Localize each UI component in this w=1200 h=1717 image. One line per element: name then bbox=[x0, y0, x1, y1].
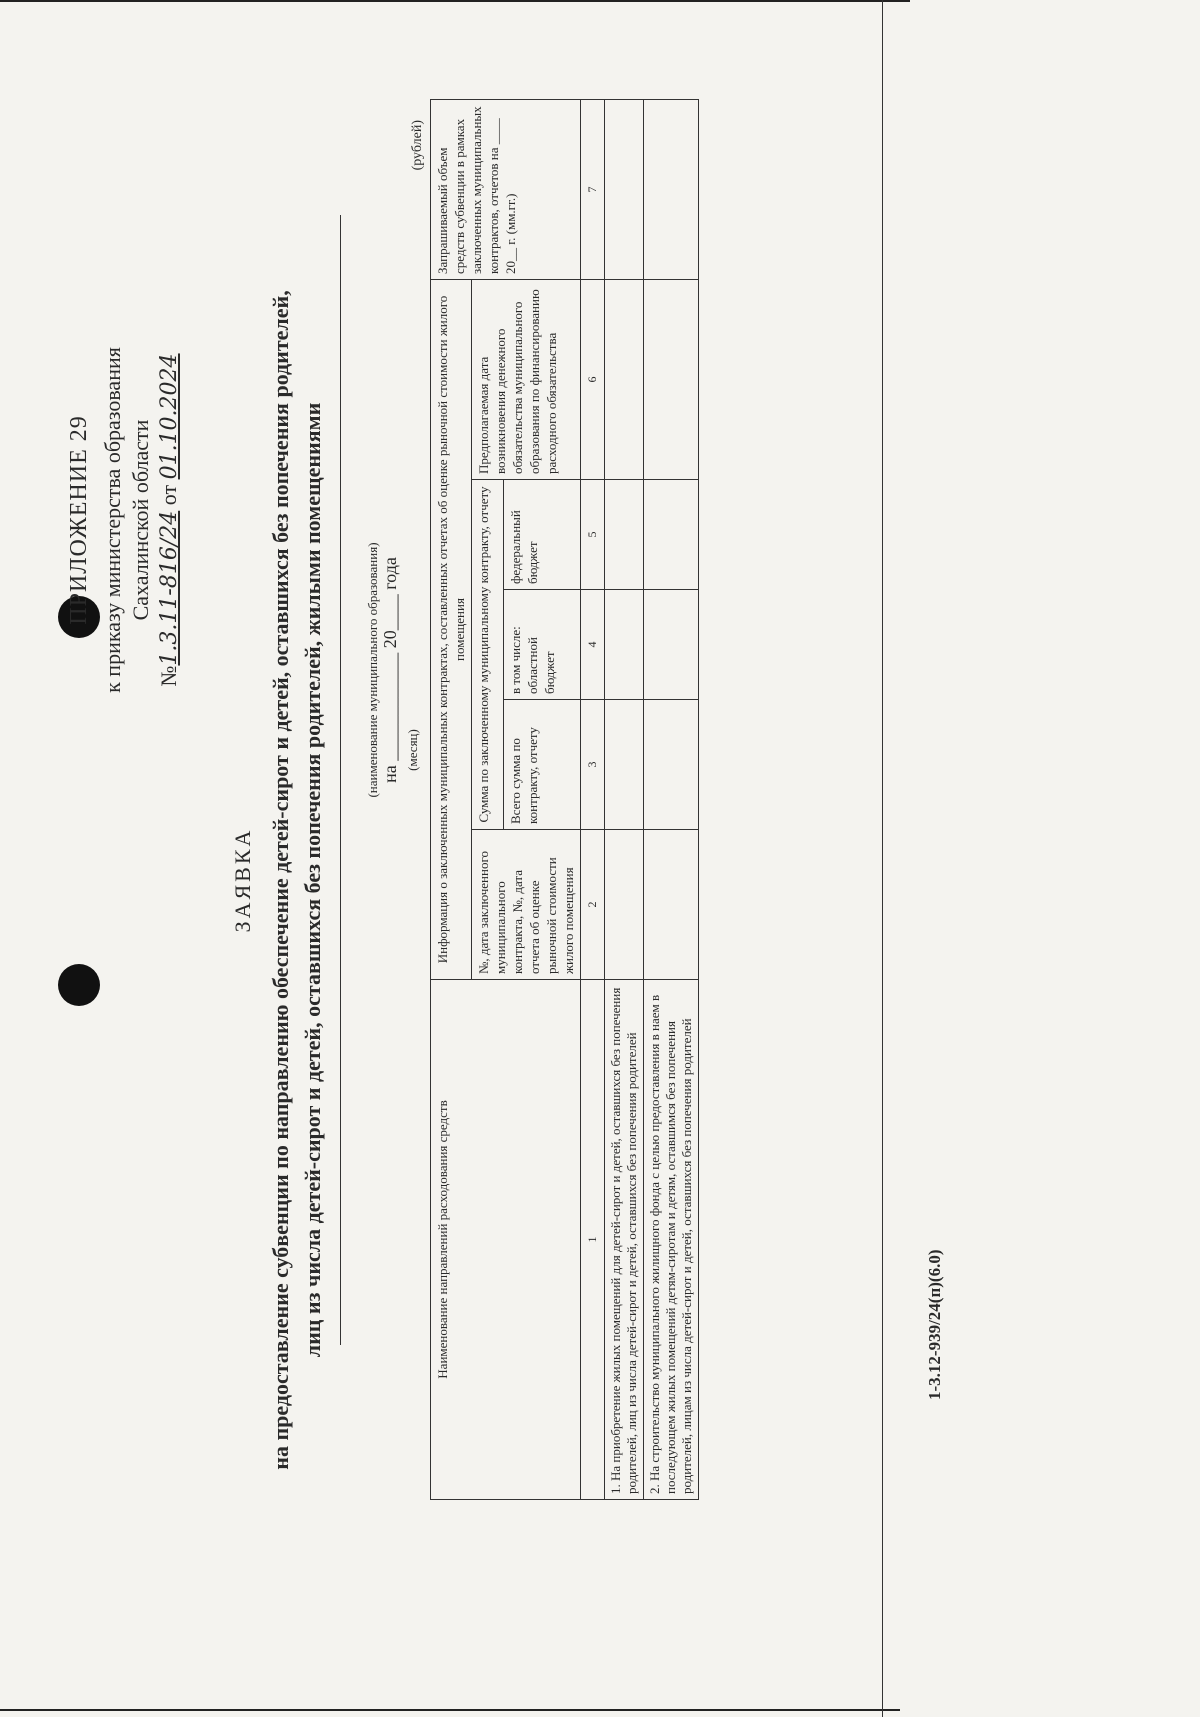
col-volume-header: Запрашиваемый объем средств субвенции в рамках заключенных муниципальных контрактов, отчетов на ____ 20__ г. (мм.гг.) bbox=[431, 99, 581, 279]
col-date-header: Предполагаемая дата возникновения денежного обязательства муниципального образования по финансированию расходного обязательства bbox=[472, 279, 581, 479]
appendix-line2: Сахалинской области bbox=[128, 419, 153, 621]
empty-cell bbox=[605, 99, 644, 279]
column-number: 4 bbox=[581, 590, 605, 700]
title-underline bbox=[340, 215, 341, 1345]
empty-cell bbox=[644, 700, 699, 830]
empty-cell bbox=[644, 590, 699, 700]
empty-cell bbox=[605, 830, 644, 980]
document-code: 1-3.12-939/24(п)(6.0) bbox=[925, 1249, 944, 1400]
empty-cell bbox=[605, 590, 644, 700]
appendix-block bbox=[65, 240, 184, 800]
empty-cell bbox=[644, 480, 699, 590]
empty-cell bbox=[605, 279, 644, 479]
col-contract-header: №, дата заключенного муниципального контракта, №, дата отчета об оценке рыночной стоимости жилого помещения bbox=[472, 830, 581, 980]
page-bottom-edge bbox=[0, 1709, 900, 1711]
period-line: на ____________ 20____ года bbox=[380, 557, 400, 783]
row-label: 1. На приобретение жилых помещений для детей-сирот и детей, оставшихся без попечения родителей, лиц из числа детей-сирот и детей, оставшихся без попечения родителей bbox=[605, 980, 644, 1500]
number-prefix: № bbox=[156, 665, 181, 687]
appendix-line1: к приказу министерства образования bbox=[100, 347, 125, 693]
column-number: 2 bbox=[581, 830, 605, 980]
empty-cell bbox=[644, 99, 699, 279]
municipality-caption: (наименование муниципального образования) bbox=[365, 542, 380, 798]
date-prefix: от bbox=[156, 484, 181, 506]
order-number-handwritten: 1.3.11-816/24 bbox=[157, 510, 182, 666]
column-number: 5 bbox=[581, 480, 605, 590]
col-federal-header: федеральный бюджет bbox=[503, 480, 580, 590]
page-top-edge bbox=[0, 0, 910, 2]
column-number: 1 bbox=[581, 980, 605, 1500]
info-header: Информация о заключенных муниципальных контрактах, составленных отчетах об оценке рыночной стоимости жилого помещения bbox=[431, 279, 472, 979]
column-number-row bbox=[581, 99, 605, 1499]
document-title: на предоставление субвенции по направлению обеспечение детей-сирот и детей, оставшихся без попечения родителей, лиц из числа детей-сирот и детей, оставшихся без попечения родителей, жилыми помещениями bbox=[268, 290, 325, 1470]
col-regional-header: в том числе: областной бюджет bbox=[503, 590, 580, 700]
empty-cell bbox=[605, 480, 644, 590]
units-caption: (рублей) bbox=[410, 120, 425, 171]
document-kind: ЗАЯВКА bbox=[230, 827, 255, 933]
table-row bbox=[605, 99, 644, 1499]
empty-cell bbox=[644, 830, 699, 980]
row-label: 2. На строительство муниципального жилищного фонда с целью предоставления в наем в последующем жилых помещений детям-сиротам и детям, оставшимся без попечения родителей, лицам из числа детей-сирот и детей, оставшихся без попечения родителей bbox=[644, 980, 699, 1500]
order-date-handwritten: 01.10.2024 bbox=[157, 353, 182, 480]
empty-cell bbox=[644, 279, 699, 479]
sum-header: Сумма по заключенному муниципальному контракту, отчету bbox=[472, 480, 504, 830]
col-total-header: Всего сумма по контракту, отчету bbox=[503, 700, 580, 830]
column-number: 6 bbox=[581, 279, 605, 479]
rotated-page bbox=[0, 60, 990, 1700]
empty-cell bbox=[605, 700, 644, 830]
appendix-title: ПРИЛОЖЕНИЕ 29 bbox=[66, 415, 92, 625]
table-row bbox=[644, 99, 699, 1499]
request-table bbox=[430, 99, 699, 1500]
order-number-line bbox=[155, 240, 184, 800]
column-number: 7 bbox=[581, 99, 605, 279]
month-caption: (месяц) bbox=[405, 729, 420, 771]
col-name-header: Наименование направлений расходования средств bbox=[431, 980, 581, 1500]
column-number: 3 bbox=[581, 700, 605, 830]
